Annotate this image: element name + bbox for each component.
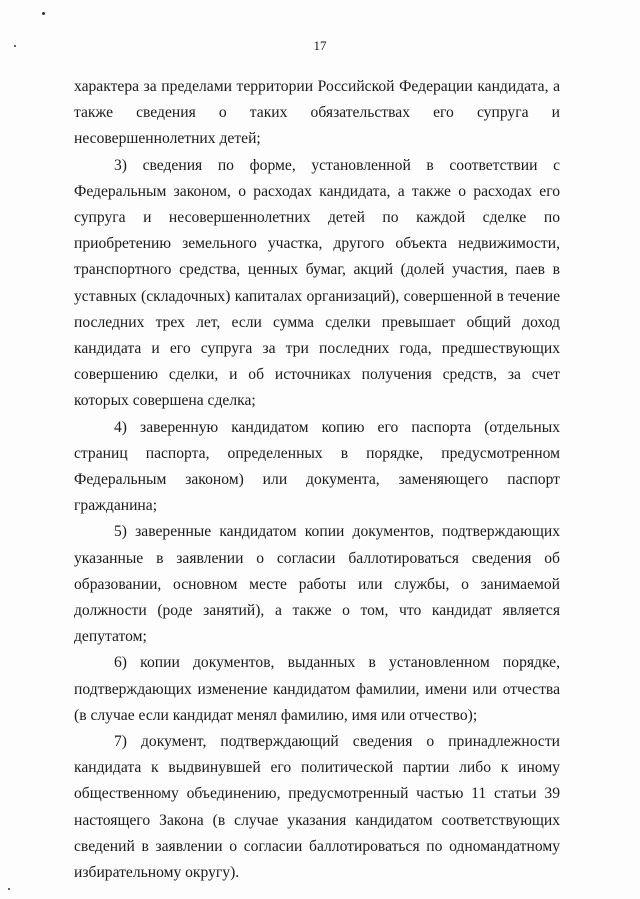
paragraph-continuation: характера за пределами территории Российской Федерации кандидата, а также сведения о таких обязательствах его супруга и несовершеннолетних детей;: [74, 78, 560, 148]
paragraph-item-7: 7) документ, подтверждающий сведения о принадлежности кандидата к выдвинувшей его политической партии либо к иному общественному объединению, предусмотренный частью 11 статьи 39 настоящего Закона (в случае указания кандидатом соответствующих сведений в заявлении о согласии баллотироваться по одномандатному избирательному округу).: [74, 733, 560, 882]
paragraph-item-6: 6) копии документов, выданных в установленном порядке, подтверждающих изменение кандидатом фамилии, имени или отчества (в случае если кандидат менял фамилию, имя или отчество);: [74, 654, 560, 724]
document-body: [74, 74, 560, 886]
scan-speck: [42, 12, 45, 15]
scan-speck: [8, 888, 10, 890]
paragraph-item-4: 4) заверенную кандидатом копию его паспорта (отдельных страниц паспорта, определенных в порядке, предусмотренном Федеральным законом) или документа, заменяющего паспорт гражданина;: [74, 418, 560, 515]
scan-speck: [14, 45, 16, 47]
paragraph-item-5: 5) заверенные кандидатом копии документов, подтверждающих указанные в заявлении о согласии баллотироваться сведения об образовании, основном месте работы или службы, о занимаемой должности (роде занятий), а также о том, что кандидат является депутатом;: [74, 523, 560, 646]
page-number: 17: [313, 38, 327, 53]
paragraph-item-3: 3) сведения по форме, установленной в соответствии с Федеральным законом, о расходах кандидата, а также о расходах его супруга и несовершеннолетних детей по каждой сделке по приобретению земельного участка, другого объекта недвижимости, транспортного средства, ценных бумаг, акций (долей участия, паев в уставных (складочных) капиталах организаций), совершенной в течение последних трех лет, если сумма сделки превышает общий доход кандидата и его супруга за три последних года, предшествующих совершению сделки, и об источниках получения средств, за счет которых совершена сделка;: [74, 156, 560, 410]
